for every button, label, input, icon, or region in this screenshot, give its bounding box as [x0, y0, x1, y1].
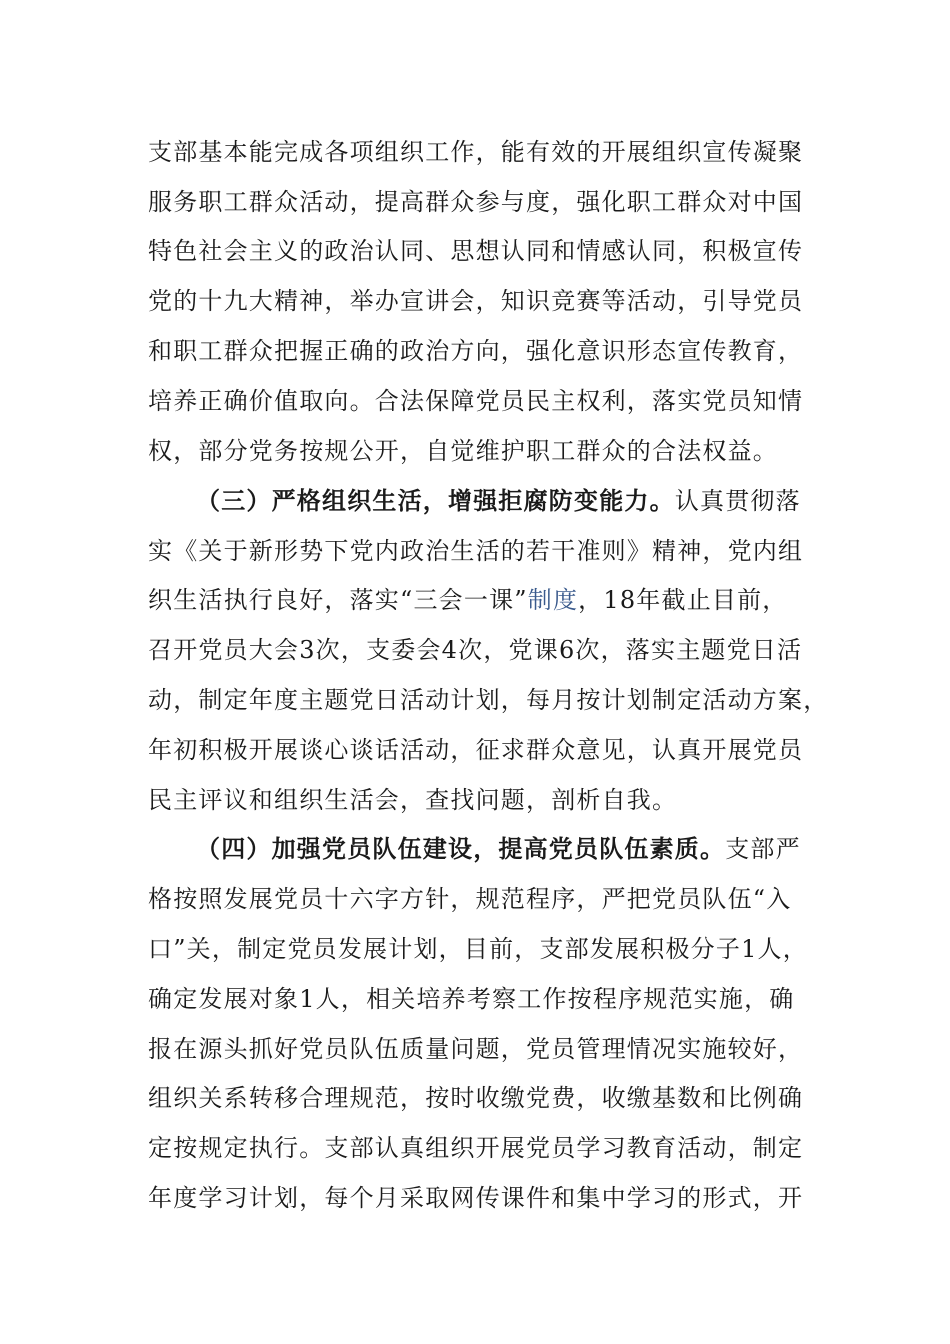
- section-4-text: 支部严: [725, 835, 801, 863]
- section-3-first-line: [196, 481, 856, 521]
- paragraph-line: 报在源头抓好党员队伍质量问题，党员管理情况实施较好，: [148, 1035, 804, 1063]
- paragraph-line: 支部基本能完成各项组织工作，能有效的开展组织宣传凝聚: [148, 138, 804, 166]
- paragraph-line: 培养正确价值取向。合法保障党员民主权利，落实党员知情: [148, 387, 804, 415]
- paragraph-line: 年初积极开展谈心谈话活动，征求群众意见，认真开展党员: [148, 736, 804, 764]
- paragraph-line: 动，制定年度主题党日活动计划，每月按计划制定活动方案，: [148, 686, 829, 714]
- paragraph-line: 特色社会主义的政治认同、思想认同和情感认同，积极宣传: [148, 237, 804, 265]
- paragraph-line: 确定发展对象1人，相关培养考察工作按程序规范实施，确: [148, 985, 795, 1013]
- paragraph-line: 实《关于新形势下党内政治生活的若干准则》精神，党内组: [148, 537, 804, 565]
- section-4-first-line: [196, 829, 856, 869]
- paragraph-line: 和职工群众把握正确的政治方向，强化意识形态宣传教育，: [148, 337, 804, 365]
- paragraph-line: 民主评议和组织生活会，查找问题，剖析自我。: [148, 786, 678, 814]
- paragraph-line: 格按照发展党员十六字方针，规范程序，严把党员队伍“入: [148, 885, 792, 913]
- paragraph-line: 年度学习计划，每个月采取网传课件和集中学习的形式，开: [148, 1184, 804, 1212]
- section-4-heading: （四）加强党员队伍建设，提高党员队伍素质。: [196, 834, 726, 863]
- paragraph-line: 口”关，制定党员发展计划，目前，支部发展积极分子1人，: [148, 935, 808, 963]
- section-3-text: 认真贯彻落: [674, 487, 801, 515]
- paragraph-line: 组织关系转移合理规范，按时收缴党费，收缴基数和比例确: [148, 1084, 804, 1112]
- paragraph-line: 权，部分党务按规公开，自觉维护职工群众的合法权益。: [148, 437, 778, 465]
- line-text: ，18年截止目前，: [578, 586, 788, 614]
- section-3-heading: （三）严格组织生活，增强拒腐防变能力。: [196, 486, 675, 515]
- line-text: 织生活执行良好，落实“三会一课”: [148, 586, 528, 614]
- paragraph-line: [148, 580, 808, 620]
- paragraph-line: 服务职工群众活动，提高群众参与度，强化职工群众对中国: [148, 188, 804, 216]
- paragraph-line: 召开党员大会3次，支委会4次，党课6次，落实主题党日活: [148, 636, 803, 664]
- paragraph-line: 党的十九大精神，举办宣讲会，知识竞赛等活动，引导党员: [148, 287, 804, 315]
- system-link[interactable]: 制度: [527, 586, 579, 614]
- paragraph-line: 定按规定执行。支部认真组织开展党员学习教育活动，制定: [148, 1134, 804, 1162]
